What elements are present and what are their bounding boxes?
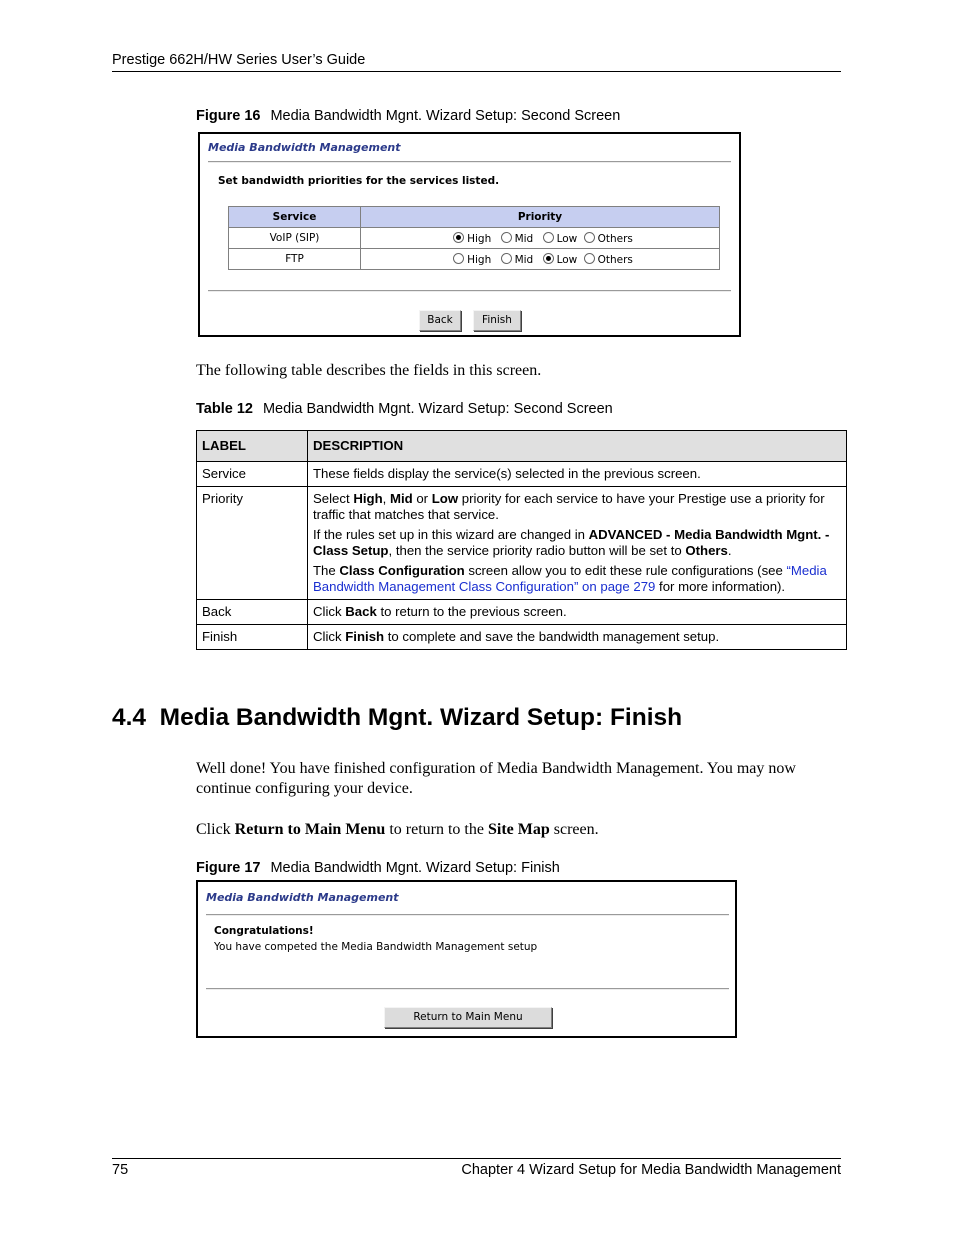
- figure-17-label: Figure 17: [196, 860, 261, 876]
- intro-text: The following table describes the fields in this screen.: [196, 362, 542, 379]
- header-rule: [112, 71, 841, 72]
- figure-16-screenshot: [198, 132, 741, 337]
- section-paragraph-2: Click Return to Main Menu to return to the Site Map screen.: [196, 821, 599, 838]
- figure-16-title: Media Bandwidth Mgnt. Wizard Setup: Second Screen: [270, 108, 621, 124]
- radio-others[interactable]: [584, 253, 595, 264]
- service-priority-table: [228, 206, 720, 270]
- table-row: [197, 487, 847, 600]
- radio-label-low: Low: [556, 232, 578, 245]
- radio-low[interactable]: [543, 232, 554, 243]
- priority-radio-group: [361, 228, 720, 249]
- congratulations-text: Congratulations!: [214, 925, 314, 937]
- priority-radio-group: [361, 249, 720, 270]
- figure-16-caption: [196, 108, 620, 124]
- table-header-row: [197, 431, 847, 462]
- service-column-header: Service: [229, 207, 361, 228]
- field-description-table: [196, 430, 847, 650]
- table-header-row: [229, 207, 720, 228]
- service-name: VoIP (SIP): [229, 228, 361, 249]
- radio-label-others: Others: [597, 253, 633, 266]
- figure-17-caption: [196, 860, 560, 876]
- finish-button[interactable]: Finish: [473, 310, 521, 331]
- radio-high[interactable]: [453, 232, 464, 243]
- table-row: [197, 625, 847, 650]
- radio-mid[interactable]: [501, 253, 512, 264]
- footer-rule: [112, 1158, 841, 1159]
- ui-title-rule: [206, 914, 729, 916]
- radio-label-low: Low: [556, 253, 578, 266]
- return-to-main-menu-button[interactable]: Return to Main Menu: [384, 1007, 552, 1028]
- ui-title-rule: [208, 161, 731, 163]
- table-row: [229, 228, 720, 249]
- figure-17-screenshot: [196, 880, 737, 1038]
- priority-desc-p3: The Class Configuration screen allow you to edit these rule configurations (see “Media Bandwidth Management Class Configuration” on page 279 for more information).: [313, 563, 827, 594]
- priority-column-header: Priority: [361, 207, 720, 228]
- row-description: Click Back to return to the previous screen.: [308, 600, 847, 625]
- running-header: Prestige 662H/HW Series User’s Guide: [112, 52, 366, 68]
- row-label: Service: [197, 462, 308, 487]
- table-12-title: Media Bandwidth Mgnt. Wizard Setup: Second Screen: [262, 401, 613, 417]
- table-row: [197, 600, 847, 625]
- ui-title: Media Bandwidth Management: [206, 891, 399, 904]
- priority-desc-p2: If the rules set up in this wizard are changed in ADVANCED - Media Bandwidth Mgnt. - Class Setup, then the service priority radio button will be set to Others.: [313, 527, 830, 558]
- figure-17-title: Media Bandwidth Mgnt. Wizard Setup: Finish: [270, 860, 560, 876]
- radio-label-mid: Mid: [514, 232, 534, 245]
- radio-others[interactable]: [584, 232, 595, 243]
- section-heading: 4.4 Media Bandwidth Mgnt. Wizard Setup: Finish: [112, 704, 683, 731]
- table-row: [229, 249, 720, 270]
- description-column-header: DESCRIPTION: [308, 431, 847, 462]
- ui-title: Media Bandwidth Management: [208, 141, 401, 154]
- radio-label-high: High: [467, 232, 492, 245]
- chapter-title: Chapter 4 Wizard Setup for Media Bandwidth Management: [461, 1162, 841, 1178]
- class-configuration-link[interactable]: “Media Bandwidth Management Class Configuration” on page 279: [313, 563, 827, 594]
- service-name: FTP: [229, 249, 361, 270]
- row-label: Priority: [197, 487, 308, 600]
- row-description: [308, 487, 847, 600]
- radio-label-high: High: [467, 253, 492, 266]
- ui-bottom-rule: [208, 290, 731, 292]
- radio-label-others: Others: [597, 232, 633, 245]
- radio-label-mid: Mid: [514, 253, 534, 266]
- page-number: 75: [112, 1162, 129, 1178]
- radio-high[interactable]: [453, 253, 464, 264]
- ui-bottom-rule: [206, 988, 729, 990]
- priority-desc-p1: Select High, Mid or Low priority for each service to have your Prestige use a priority for traffic that matches that service.: [313, 491, 825, 522]
- radio-mid[interactable]: [501, 232, 512, 243]
- row-description: Click Finish to complete and save the bandwidth management setup.: [308, 625, 847, 650]
- completion-message: You have competed the Media Bandwidth Management setup: [214, 941, 538, 953]
- figure-16-label: Figure 16: [196, 108, 261, 124]
- label-column-header: LABEL: [197, 431, 308, 462]
- back-button[interactable]: Back: [419, 310, 461, 331]
- table-12-label: Table 12: [196, 401, 253, 417]
- table-12-caption: [196, 401, 613, 417]
- row-description: These fields display the service(s) selected in the previous screen.: [308, 462, 847, 487]
- section-paragraph-1: Well done! You have finished configuration of Media Bandwidth Management. You may now continue configuring your device.: [196, 760, 796, 797]
- radio-low[interactable]: [543, 253, 554, 264]
- ui-instruction: Set bandwidth priorities for the services listed.: [218, 175, 500, 187]
- row-label: Finish: [197, 625, 308, 650]
- row-label: Back: [197, 600, 308, 625]
- table-row: [197, 462, 847, 487]
